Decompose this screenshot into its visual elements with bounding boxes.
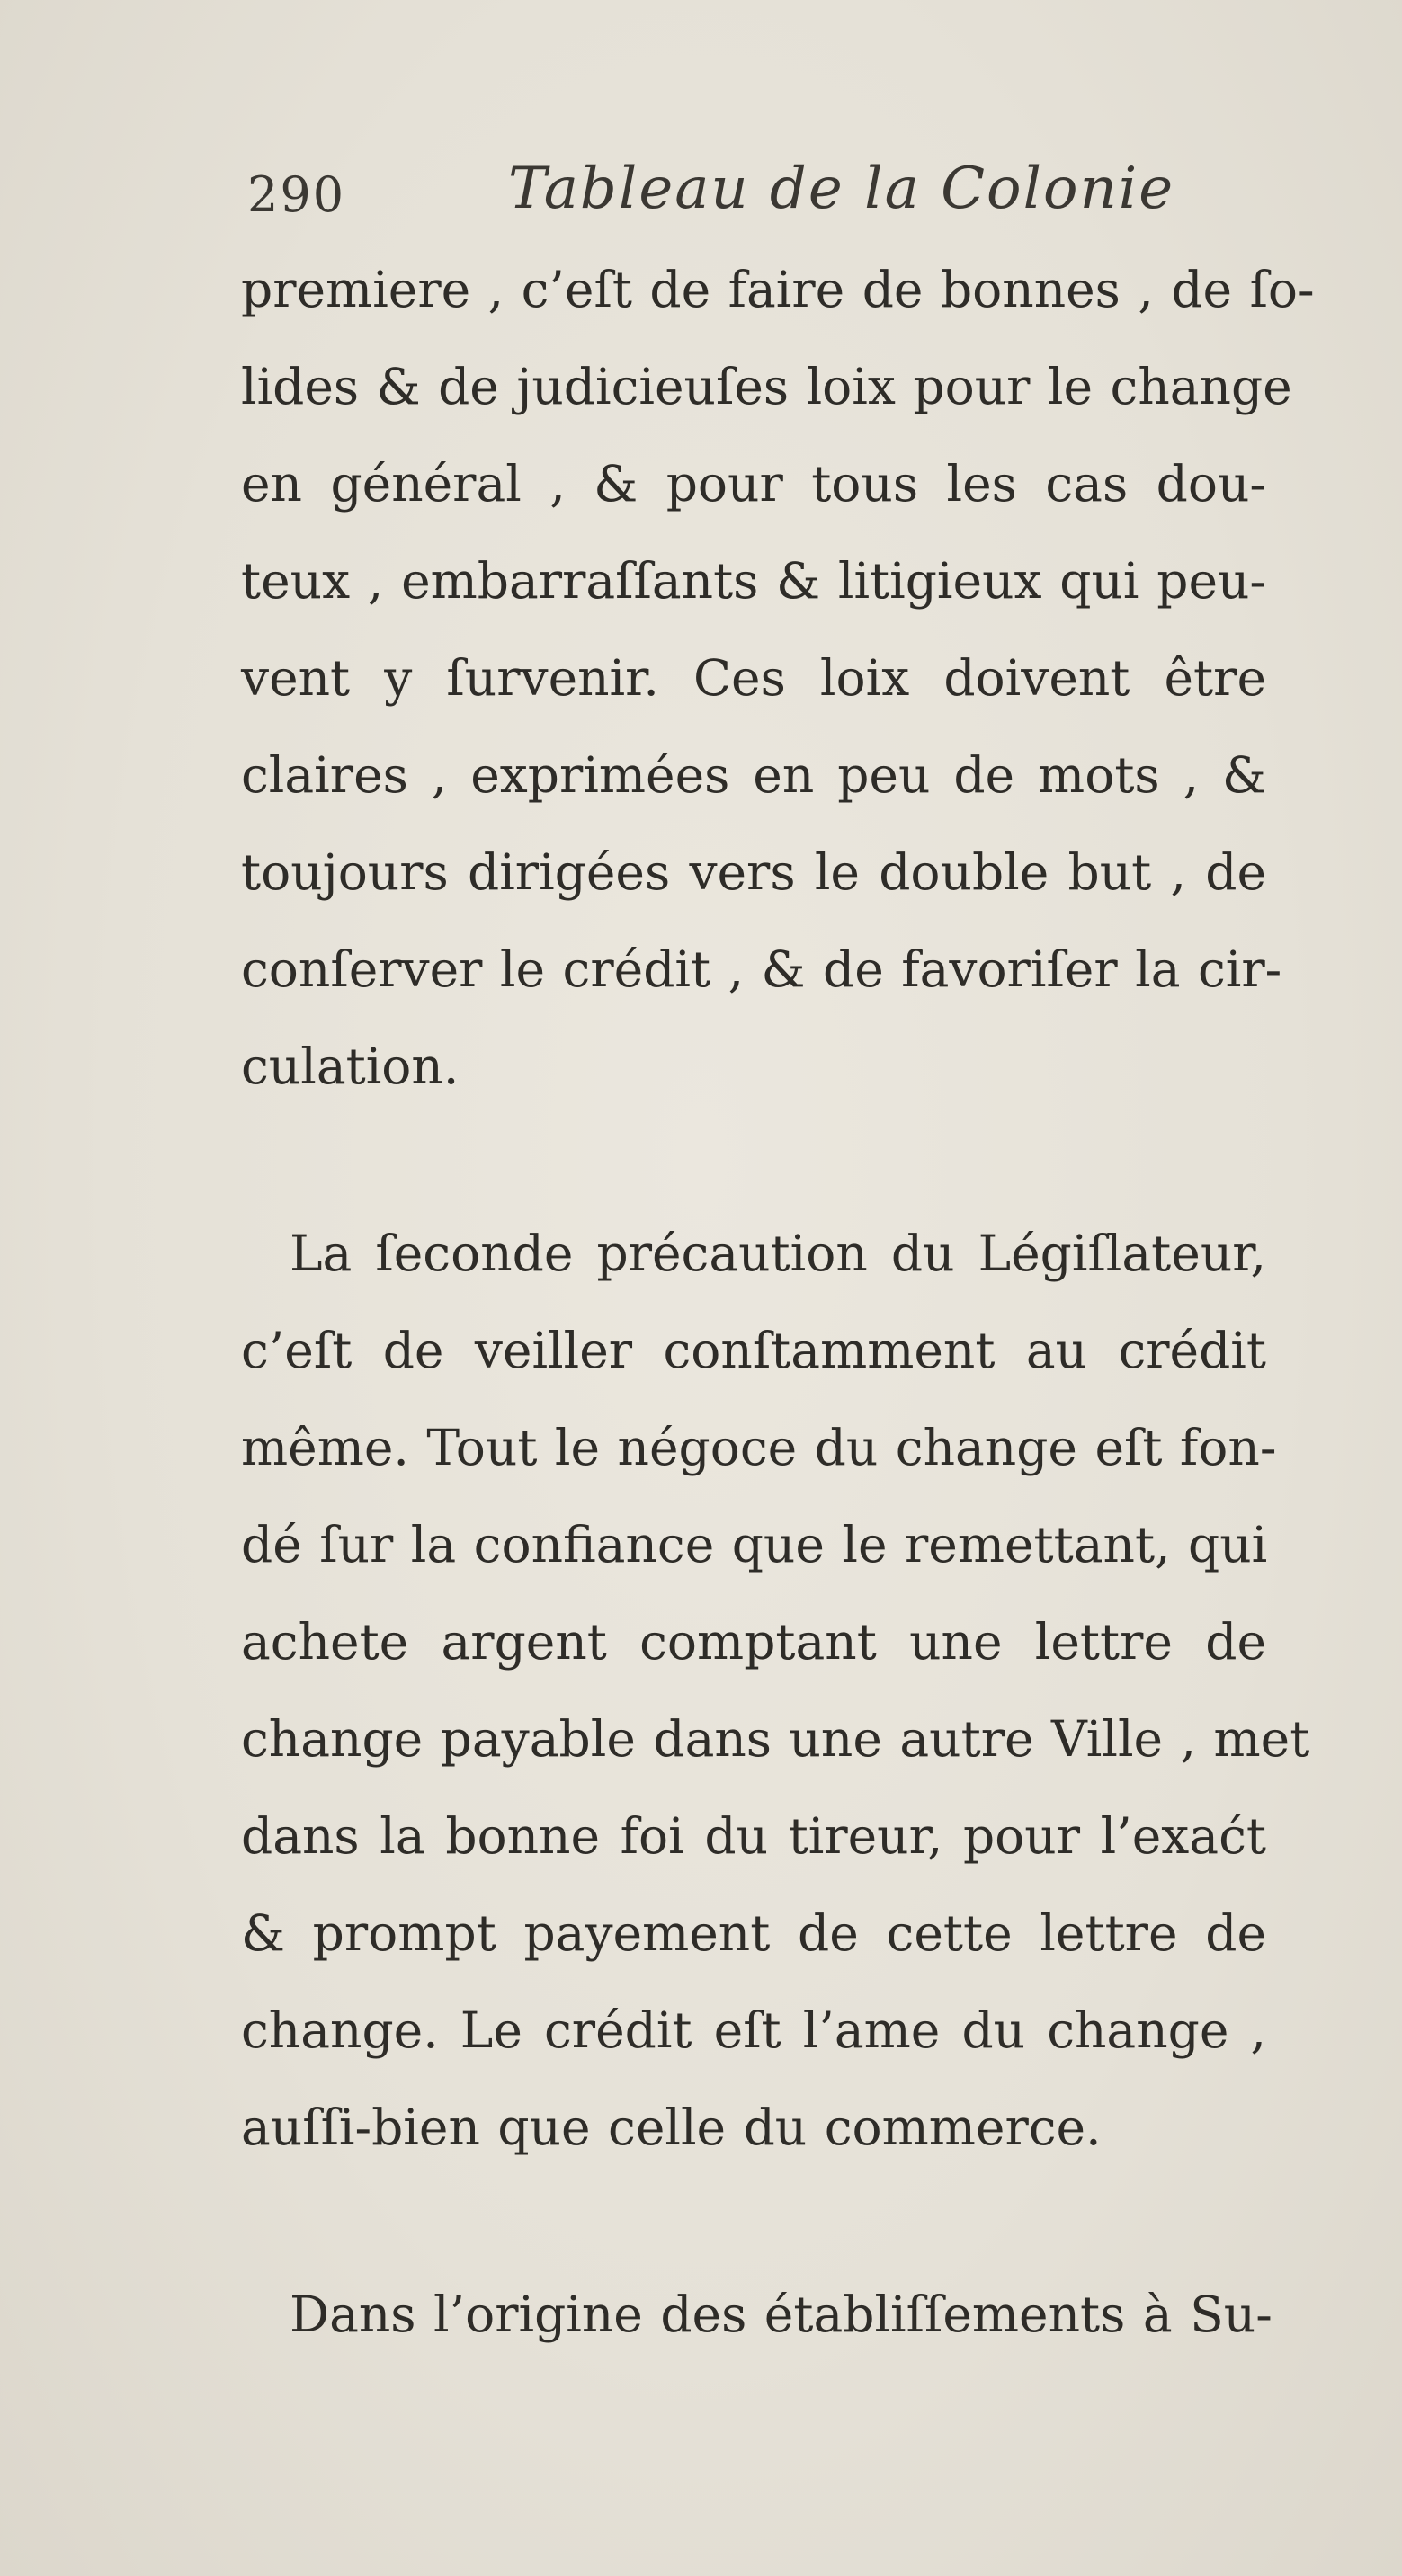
text-line: dans la bonne foi du tireur, pour l’exaćt — [241, 1807, 1266, 1865]
text-line: culation. — [241, 1038, 460, 1095]
text-line: c’eſt de veiller conſtamment au crédit — [241, 1322, 1266, 1379]
text-line: dé ſur la confiance que le remettant, qui — [241, 1516, 1268, 1573]
body-text — [241, 241, 1315, 2363]
paragraph-spacer — [241, 1115, 1266, 1205]
text-line: conſerver le crédit , & de favoriſer la cir- — [241, 940, 1282, 998]
text-line: La ſeconde précaution du Légiſlateur, — [290, 1225, 1266, 1282]
page-number: 290 — [247, 166, 346, 223]
text-line: même. Tout le négoce du change eſt fon- — [241, 1419, 1277, 1476]
text-line: claires , exprimées en peu de mots , & — [241, 746, 1266, 804]
text-line: & prompt payement de cette lettre de — [241, 1904, 1266, 1962]
text-line: premiere , c’eſt de faire de bonnes , de ſo- — [241, 261, 1315, 318]
paragraph-spacer — [241, 2176, 1266, 2266]
page-header — [247, 156, 1281, 238]
text-line: vent y ſurvenir. Ces loix doivent être — [241, 649, 1266, 707]
text-line: change payable dans une autre Ville , met — [241, 1710, 1310, 1768]
text-line: change. Le crédit eſt l’ame du change , — [241, 2001, 1266, 2059]
text-line: Dans l’origine des établiſſements à Su- — [290, 2286, 1273, 2343]
text-line: achete argent comptant une lettre de — [241, 1613, 1266, 1671]
text-line: en général , & pour tous les cas dou- — [241, 455, 1266, 513]
running-title: Tableau de la Colonie — [508, 156, 1175, 222]
text-line: auſſi-bien que celle du commerce. — [241, 2099, 1102, 2156]
text-line: lides & de judicieuſes loix pour le change — [241, 358, 1292, 415]
paragraph-2 — [241, 1205, 1310, 2176]
text-line: toujours dirigées vers le double but , de — [241, 843, 1266, 901]
paragraph-1 — [241, 241, 1315, 1115]
text-line: teux , embarraſſants & litigieux qui peu- — [241, 552, 1266, 610]
paragraph-3 — [241, 2266, 1273, 2363]
